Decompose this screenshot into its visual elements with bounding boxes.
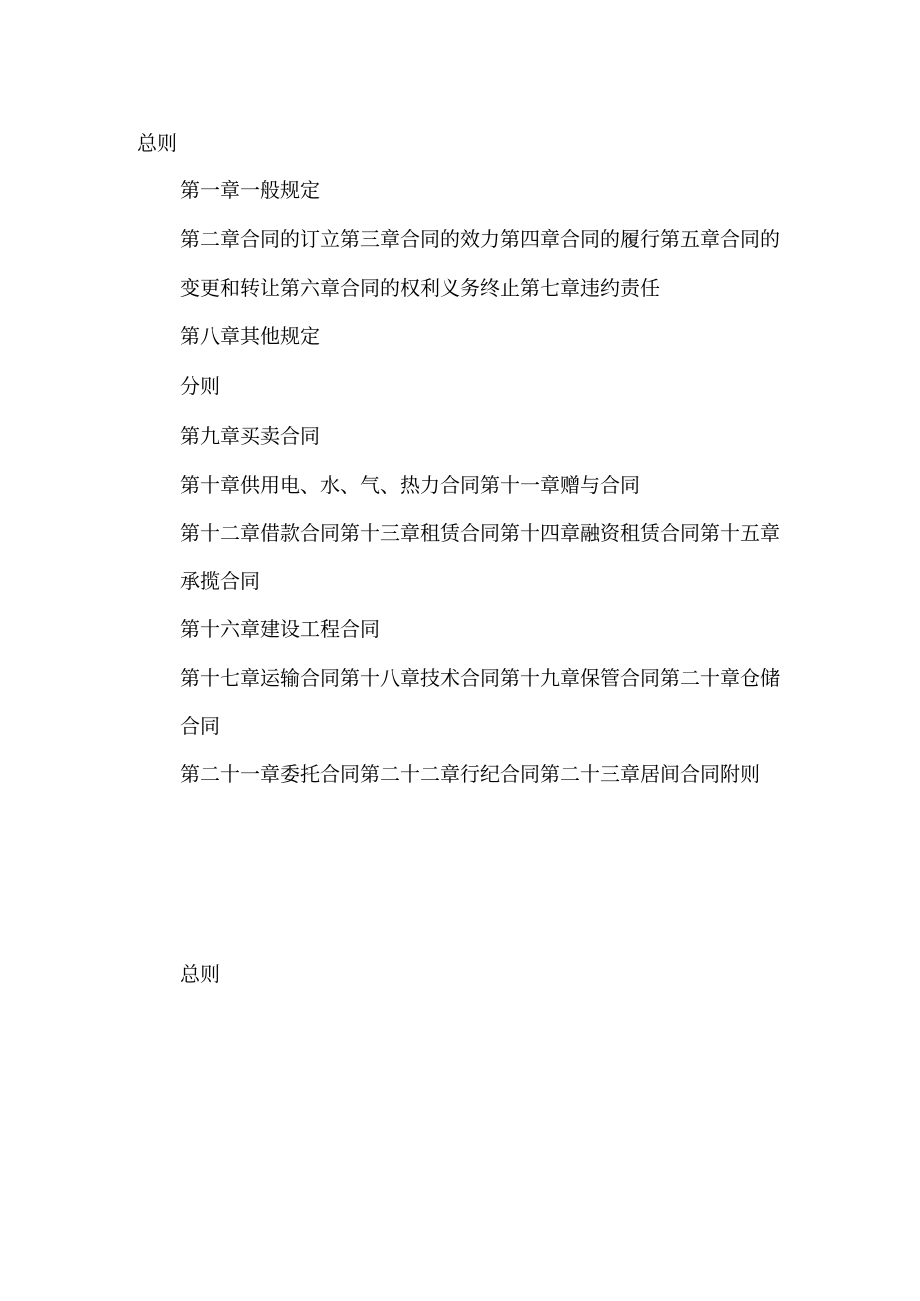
toc-line: 第九章买卖合同 (180, 424, 320, 448)
toc-line: 合同 (180, 714, 220, 738)
toc-line: 第十七章运输合同第十八章技术合同第十九章保管合同第二十章仓储 (180, 666, 780, 690)
section-heading-general: 总则 (180, 962, 220, 986)
heading-general-provisions: 总则 (137, 131, 177, 155)
toc-line: 第十章供用电、水、气、热力合同第十一章赠与合同 (180, 473, 640, 497)
toc-line: 变更和转让第六章合同的权利义务终止第七章违约责任 (180, 276, 660, 300)
toc-line: 第八章其他规定 (180, 324, 320, 348)
toc-line: 第二章合同的订立第三章合同的效力第四章合同的履行第五章合同的 (180, 227, 780, 251)
heading-specific-provisions: 分则 (180, 374, 220, 398)
toc-line: 第十六章建设工程合同 (180, 617, 380, 641)
toc-line: 承揽合同 (180, 569, 260, 593)
toc-line: 第十二章借款合同第十三章租赁合同第十四章融资租赁合同第十五章 (180, 521, 780, 545)
toc-line: 第一章一般规定 (180, 178, 320, 202)
toc-line: 第二十一章委托合同第二十二章行纪合同第二十三章居间合同附则 (180, 762, 760, 786)
